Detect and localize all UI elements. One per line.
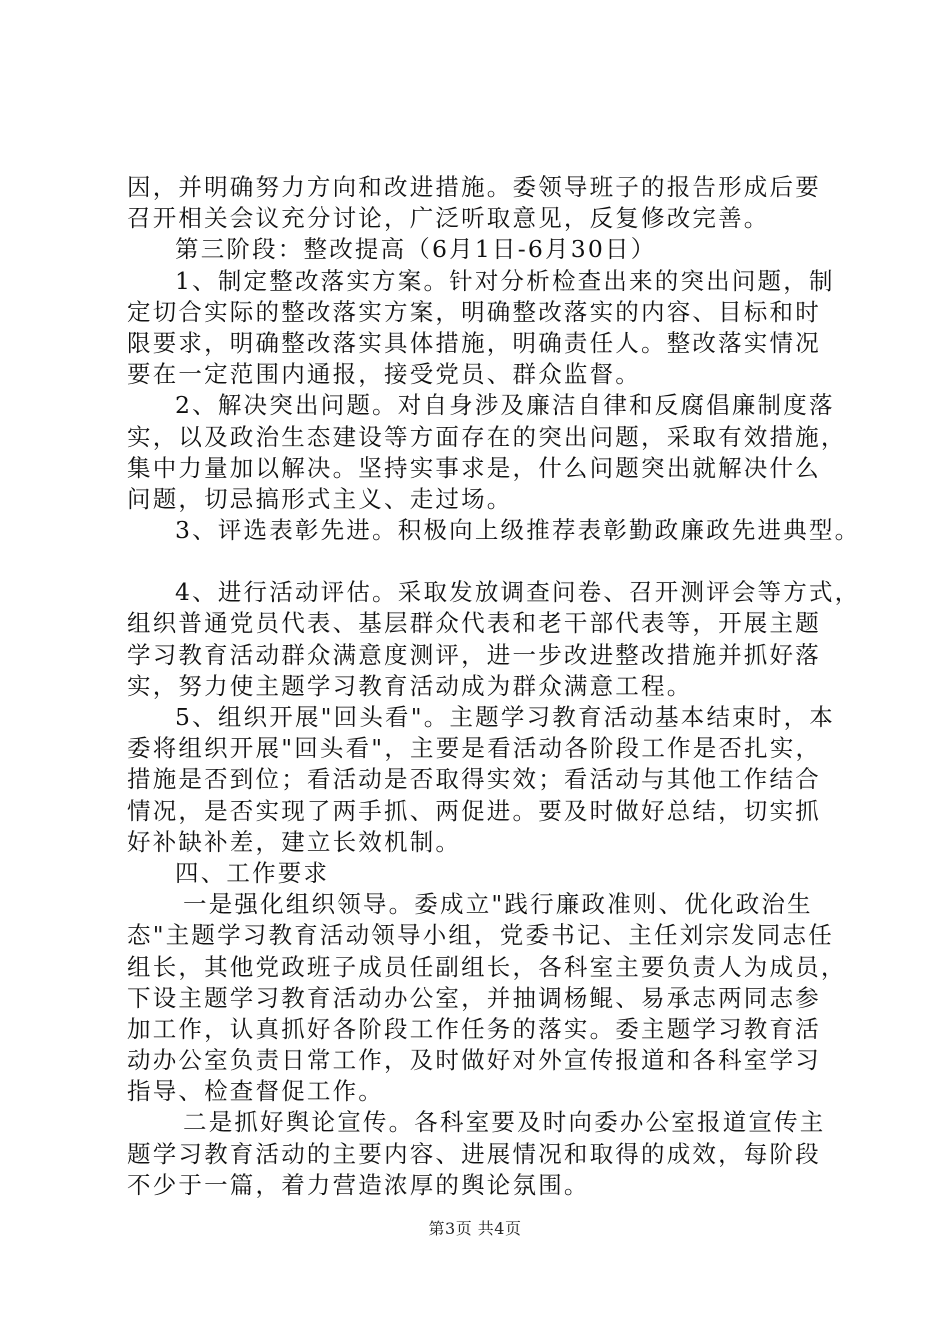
text-line: 态"主题学习教育活动领导小组，党委书记、主任刘宗发同志任 bbox=[127, 921, 834, 950]
text-line: 学习教育活动群众满意度测评，进一步改进整改措施并抓好落 bbox=[127, 640, 821, 669]
text-line: 一是强化组织领导。委成立"践行廉政准则、优化政治生 bbox=[183, 890, 813, 919]
text-line: 3、评选表彰先进。积极向上级推荐表彰勤政廉政先进典型。 bbox=[175, 516, 861, 545]
text-line: 不少于一篇，着力营造浓厚的舆论氛围。 bbox=[127, 1170, 590, 1199]
blank-line bbox=[127, 546, 847, 577]
text-line: 召开相关会议充分讨论，广泛听取意见，反复修改完善。 bbox=[127, 204, 770, 233]
text-line: 二是抓好舆论宣传。各科室要及时向委办公室报道宣传主 bbox=[183, 1108, 826, 1137]
text-line: 情况，是否实现了两手抓、两促进。要及时做好总结，切实抓 bbox=[127, 796, 821, 825]
text-line: 组织普通党员代表、基层群众代表和老干部代表等，开展主题 bbox=[127, 609, 821, 638]
text-line: 4、进行活动评估。采取发放调查问卷、召开测评会等方式， bbox=[175, 578, 861, 607]
text-line: 好补缺补差，建立长效机制。 bbox=[127, 827, 462, 856]
text-line: 因，并明确努力方向和改进措施。委领导班子的报告形成后要 bbox=[127, 173, 821, 201]
text-line: 指导、检查督促工作。 bbox=[127, 1077, 384, 1106]
text-line: 集中力量加以解决。坚持实事求是，什么问题突出就解决什么 bbox=[127, 453, 821, 482]
text-line: 加工作，认真抓好各阶段工作任务的落实。委主题学习教育活 bbox=[127, 1014, 821, 1043]
text-line: 下设主题学习教育活动办公室，并抽调杨鲲、易承志两同志参 bbox=[127, 983, 821, 1012]
text-line: 实，以及政治生态建设等方面存在的突出问题，采取有效措施， bbox=[127, 422, 847, 451]
text-line: 要在一定范围内通报，接受党员、群众监督。 bbox=[127, 360, 641, 389]
text-line: 动办公室负责日常工作，及时做好对外宣传报道和各科室学习 bbox=[127, 1046, 821, 1075]
text-line: 2、解决突出问题。对自身涉及廉洁自律和反腐倡廉制度落 bbox=[175, 391, 835, 420]
text-line: 问题，切忌搞形式主义、走过场。 bbox=[127, 484, 513, 513]
document-body bbox=[127, 172, 861, 1201]
text-line: 5、组织开展"回头看"。主题学习教育活动基本结束时，本 bbox=[175, 703, 835, 731]
page-number-footer: 第3页 共4页 bbox=[428, 1219, 522, 1238]
text-line: 定切合实际的整改落实方案，明确整改落实的内容、目标和时 bbox=[127, 297, 821, 326]
text-line: 组长，其他党政班子成员任副组长，各科室主要负责人为成员， bbox=[127, 952, 847, 981]
text-line: 限要求，明确整改落实具体措施，明确责任人。整改落实情况 bbox=[127, 328, 821, 357]
text-line: 题学习教育活动的主要内容、进展情况和取得的成效，每阶段 bbox=[127, 1139, 821, 1168]
section-heading-work-requirements: 四、工作要求 bbox=[175, 858, 330, 887]
text-line: 实，努力使主题学习教育活动成为群众满意工程。 bbox=[127, 671, 693, 700]
text-line: 措施是否到位；看活动是否取得实效；看活动与其他工作结合 bbox=[127, 765, 821, 794]
text-line: 委将组织开展"回头看"，主要是看活动各阶段工作是否扎实， bbox=[127, 734, 822, 763]
section-heading-stage-3: 第三阶段：整改提高（6月1日-6月30日） bbox=[175, 235, 657, 264]
text-line: 1、制定整改落实方案。针对分析检查出来的突出问题，制 bbox=[175, 266, 835, 295]
